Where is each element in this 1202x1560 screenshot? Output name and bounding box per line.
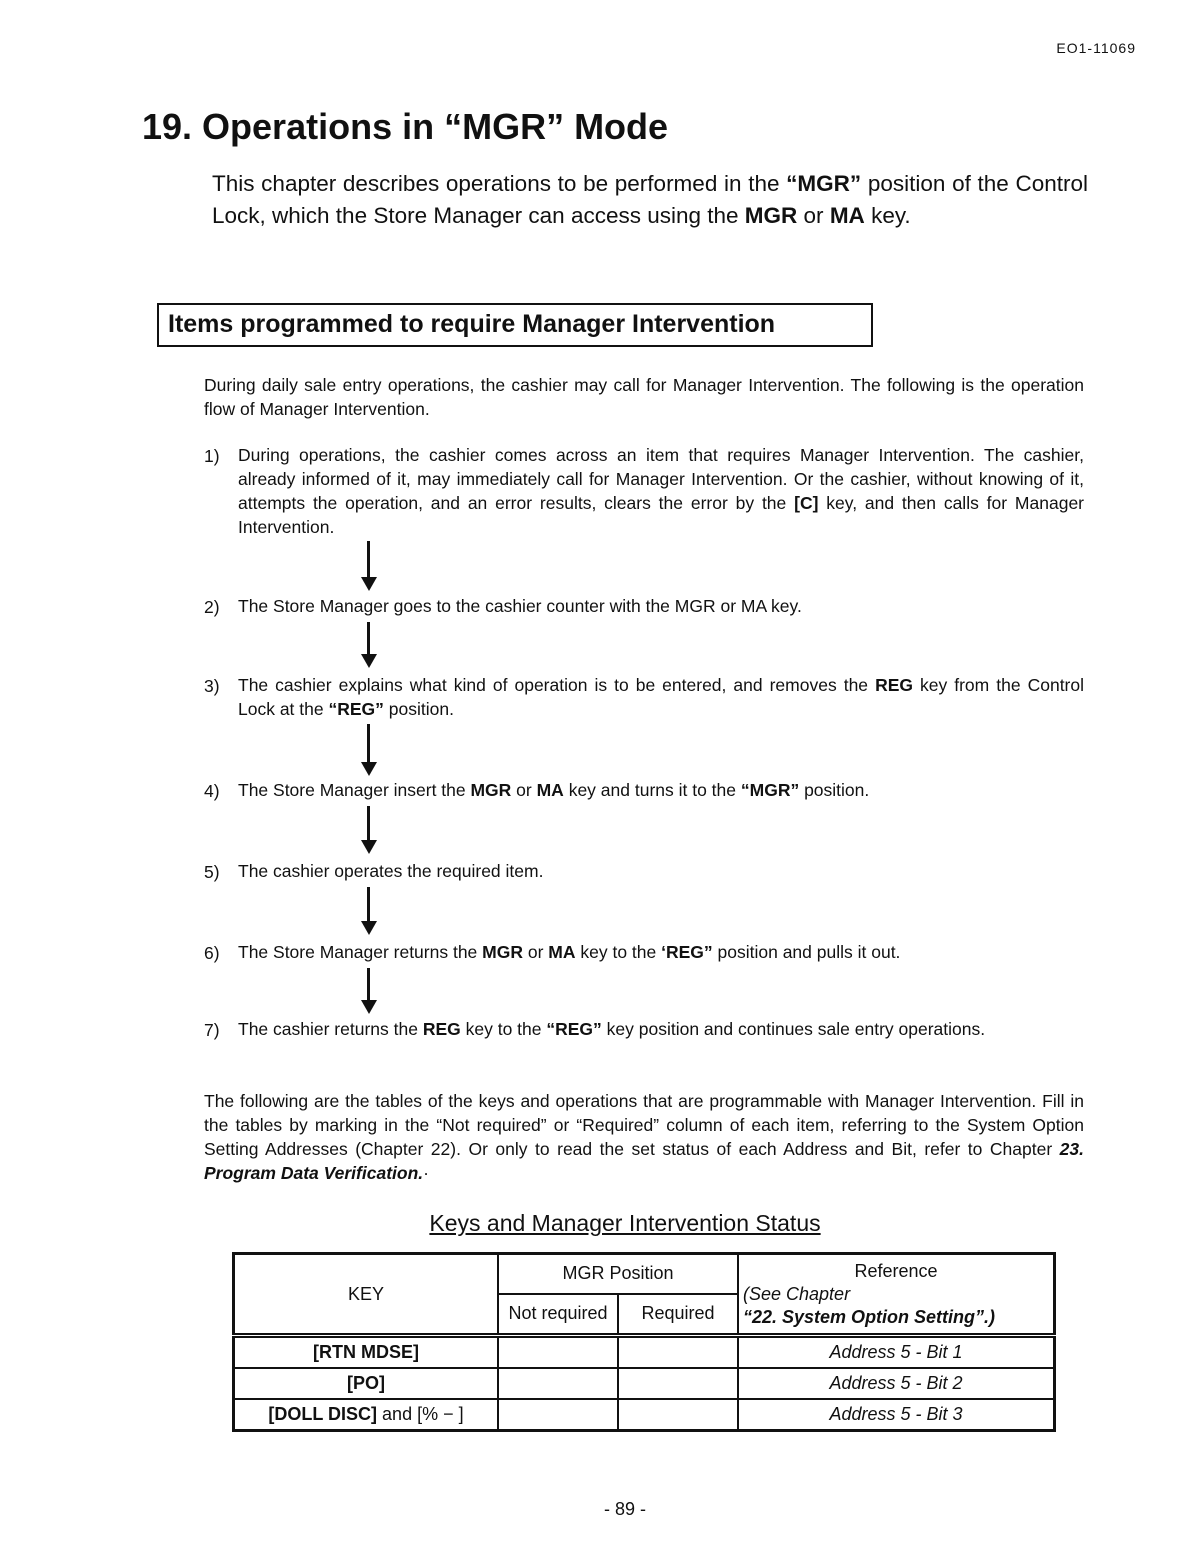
step-4-mgr-position: “MGR”	[740, 780, 800, 800]
header-not-required: Not required	[498, 1294, 618, 1336]
intro-text-3: key.	[864, 203, 911, 228]
step-1-text	[238, 443, 1084, 539]
table-intro-trailing-mark: ·	[423, 1163, 429, 1183]
intro-text-1: This chapter describes operations to be performed in the	[212, 171, 787, 196]
row-3-reference: Address 5 - Bit 3	[738, 1399, 1055, 1431]
step-3-reg-position: “REG”	[328, 699, 384, 719]
step-4-text	[238, 778, 1084, 802]
row-3-required-cell[interactable]	[618, 1399, 738, 1431]
header-reference-label: Reference	[854, 1260, 938, 1281]
row-3-key-label: [DOLL DISC]	[268, 1404, 378, 1424]
step-3-text-c: position.	[383, 699, 454, 719]
flow-arrow-1	[361, 541, 377, 591]
step-4-mgr-key: MGR	[470, 780, 512, 800]
header-chapter-22-ref: “22. System Option Setting”.)	[743, 1306, 996, 1327]
step-6-or: or	[522, 942, 549, 962]
step-7-key-reg: REG	[422, 1019, 461, 1039]
step-3-number: 3)	[204, 676, 220, 696]
table-title: Keys and Manager Intervention Status	[429, 1210, 821, 1236]
flow-arrow-6	[361, 968, 377, 1014]
step-6-text-c: position and pulls it out.	[712, 942, 901, 962]
row-2-key	[234, 1368, 499, 1399]
row-1-not-required-cell[interactable]	[498, 1336, 618, 1369]
step-6-mgr-key: MGR	[482, 942, 523, 962]
step-6-reg-position: ‘REG”	[661, 942, 713, 962]
step-6-number: 6)	[204, 943, 220, 963]
header-key: KEY	[234, 1254, 499, 1336]
document-id: EO1-11069	[1056, 40, 1136, 56]
header-reference	[738, 1254, 1055, 1336]
step-1-text-a: During operations, the cashier comes across an item that requires Manager Intervention. The cashier, already informed of it, may immediately call for Manager Intervention. Or the cashier, without knowing of it, attempts the operation, and an error results, clears the error by the	[238, 445, 1084, 513]
step-1-number: 1)	[204, 446, 220, 466]
step-4-ma-key: MA	[536, 780, 564, 800]
row-3-key	[234, 1399, 499, 1431]
step-4-text-b: key and turns it to the	[563, 780, 741, 800]
step-5-number: 5)	[204, 862, 220, 882]
row-1-key	[234, 1336, 499, 1369]
step-6-ma-key: MA	[548, 942, 576, 962]
step-4-text-a: The Store Manager insert the	[238, 780, 471, 800]
step-1-key-c: [C]	[794, 493, 819, 513]
intro-mgr-position: “MGR”	[786, 171, 862, 196]
step-3-text-a: The cashier explains what kind of operation is to be entered, and removes the	[238, 675, 876, 695]
step-6-text	[238, 940, 1084, 964]
flow-arrow-4	[361, 806, 377, 854]
flow-arrow-3	[361, 724, 377, 776]
intro-or: or	[797, 203, 830, 228]
table-row	[234, 1399, 1055, 1431]
table-row	[234, 1368, 1055, 1399]
step-1-text-b: key, and then calls for Manager Intervention.	[238, 493, 1085, 537]
step-7-text-a: The cashier returns the	[238, 1019, 423, 1039]
intro-mgr-key: MGR	[744, 203, 798, 228]
intro-ma-key: MA	[829, 203, 865, 228]
row-3-not-required-cell[interactable]	[498, 1399, 618, 1431]
step-3-text	[238, 673, 1084, 721]
step-4-or: or	[511, 780, 537, 800]
flow-arrow-5	[361, 887, 377, 935]
table-intro-text: The following are the tables of the keys and operations that are programmable with Manager Intervention. Fill in the tables by marking in the “Not required” or “Required” column of each item, referring to the System Option Setting Addresses (Chapter 22). Or only to read the set status of each Address and Bit, refer to Chapter	[204, 1091, 1084, 1159]
table-row	[234, 1336, 1055, 1369]
row-2-key-label: [PO]	[347, 1373, 385, 1393]
table-header-row-1	[234, 1254, 1055, 1294]
chapter-title: 19. Operations in “MGR” Mode	[142, 106, 669, 147]
intro-text-2: position of the Control Lock, which the Store Manager can access using the	[212, 171, 1088, 228]
row-2-required-cell[interactable]	[618, 1368, 738, 1399]
step-6-text-a: The Store Manager returns the	[238, 942, 483, 962]
header-required: Required	[618, 1294, 738, 1336]
step-5-text: The cashier operates the required item.	[238, 861, 544, 881]
step-2-number: 2)	[204, 597, 220, 617]
row-3-key-suffix: and [% − ]	[377, 1404, 464, 1424]
row-1-reference: Address 5 - Bit 1	[738, 1336, 1055, 1369]
step-7-text-b: key to the	[460, 1019, 547, 1039]
chapter-intro	[212, 168, 1088, 232]
step-6-text-b: key to the	[575, 942, 662, 962]
step-7-number: 7)	[204, 1020, 220, 1040]
chapter-23-reference: 23. Program Data Verification.	[204, 1139, 1084, 1183]
row-2-reference: Address 5 - Bit 2	[738, 1368, 1055, 1399]
row-1-key-label: [RTN MDSE]	[313, 1342, 419, 1362]
header-mgr-position: MGR Position	[498, 1254, 738, 1294]
step-7-text-c: key position and continues sale entry operations.	[601, 1019, 986, 1039]
table-intro-paragraph	[204, 1089, 1084, 1185]
step-7-reg-position: “REG”	[546, 1019, 602, 1039]
page-number: - 89 -	[603, 1499, 646, 1519]
step-7-text	[238, 1017, 1084, 1041]
header-see-chapter: (See Chapter	[743, 1283, 851, 1304]
keys-table	[232, 1252, 1056, 1432]
section-intro-paragraph: During daily sale entry operations, the cashier may call for Manager Intervention. The following is the operation flow of Manager Intervention.	[204, 375, 1084, 419]
step-3-text-b: key from the Control Lock at the	[238, 675, 1085, 719]
step-2-text: The Store Manager goes to the cashier counter with the MGR or MA key.	[238, 596, 802, 616]
row-1-required-cell[interactable]	[618, 1336, 738, 1369]
step-4-text-c: position.	[799, 780, 870, 800]
flow-arrow-2	[361, 622, 377, 668]
row-2-not-required-cell[interactable]	[498, 1368, 618, 1399]
section-title: Items programmed to require Manager Intervention	[168, 310, 776, 338]
step-3-key-reg: REG	[875, 675, 913, 695]
step-4-number: 4)	[204, 781, 220, 801]
